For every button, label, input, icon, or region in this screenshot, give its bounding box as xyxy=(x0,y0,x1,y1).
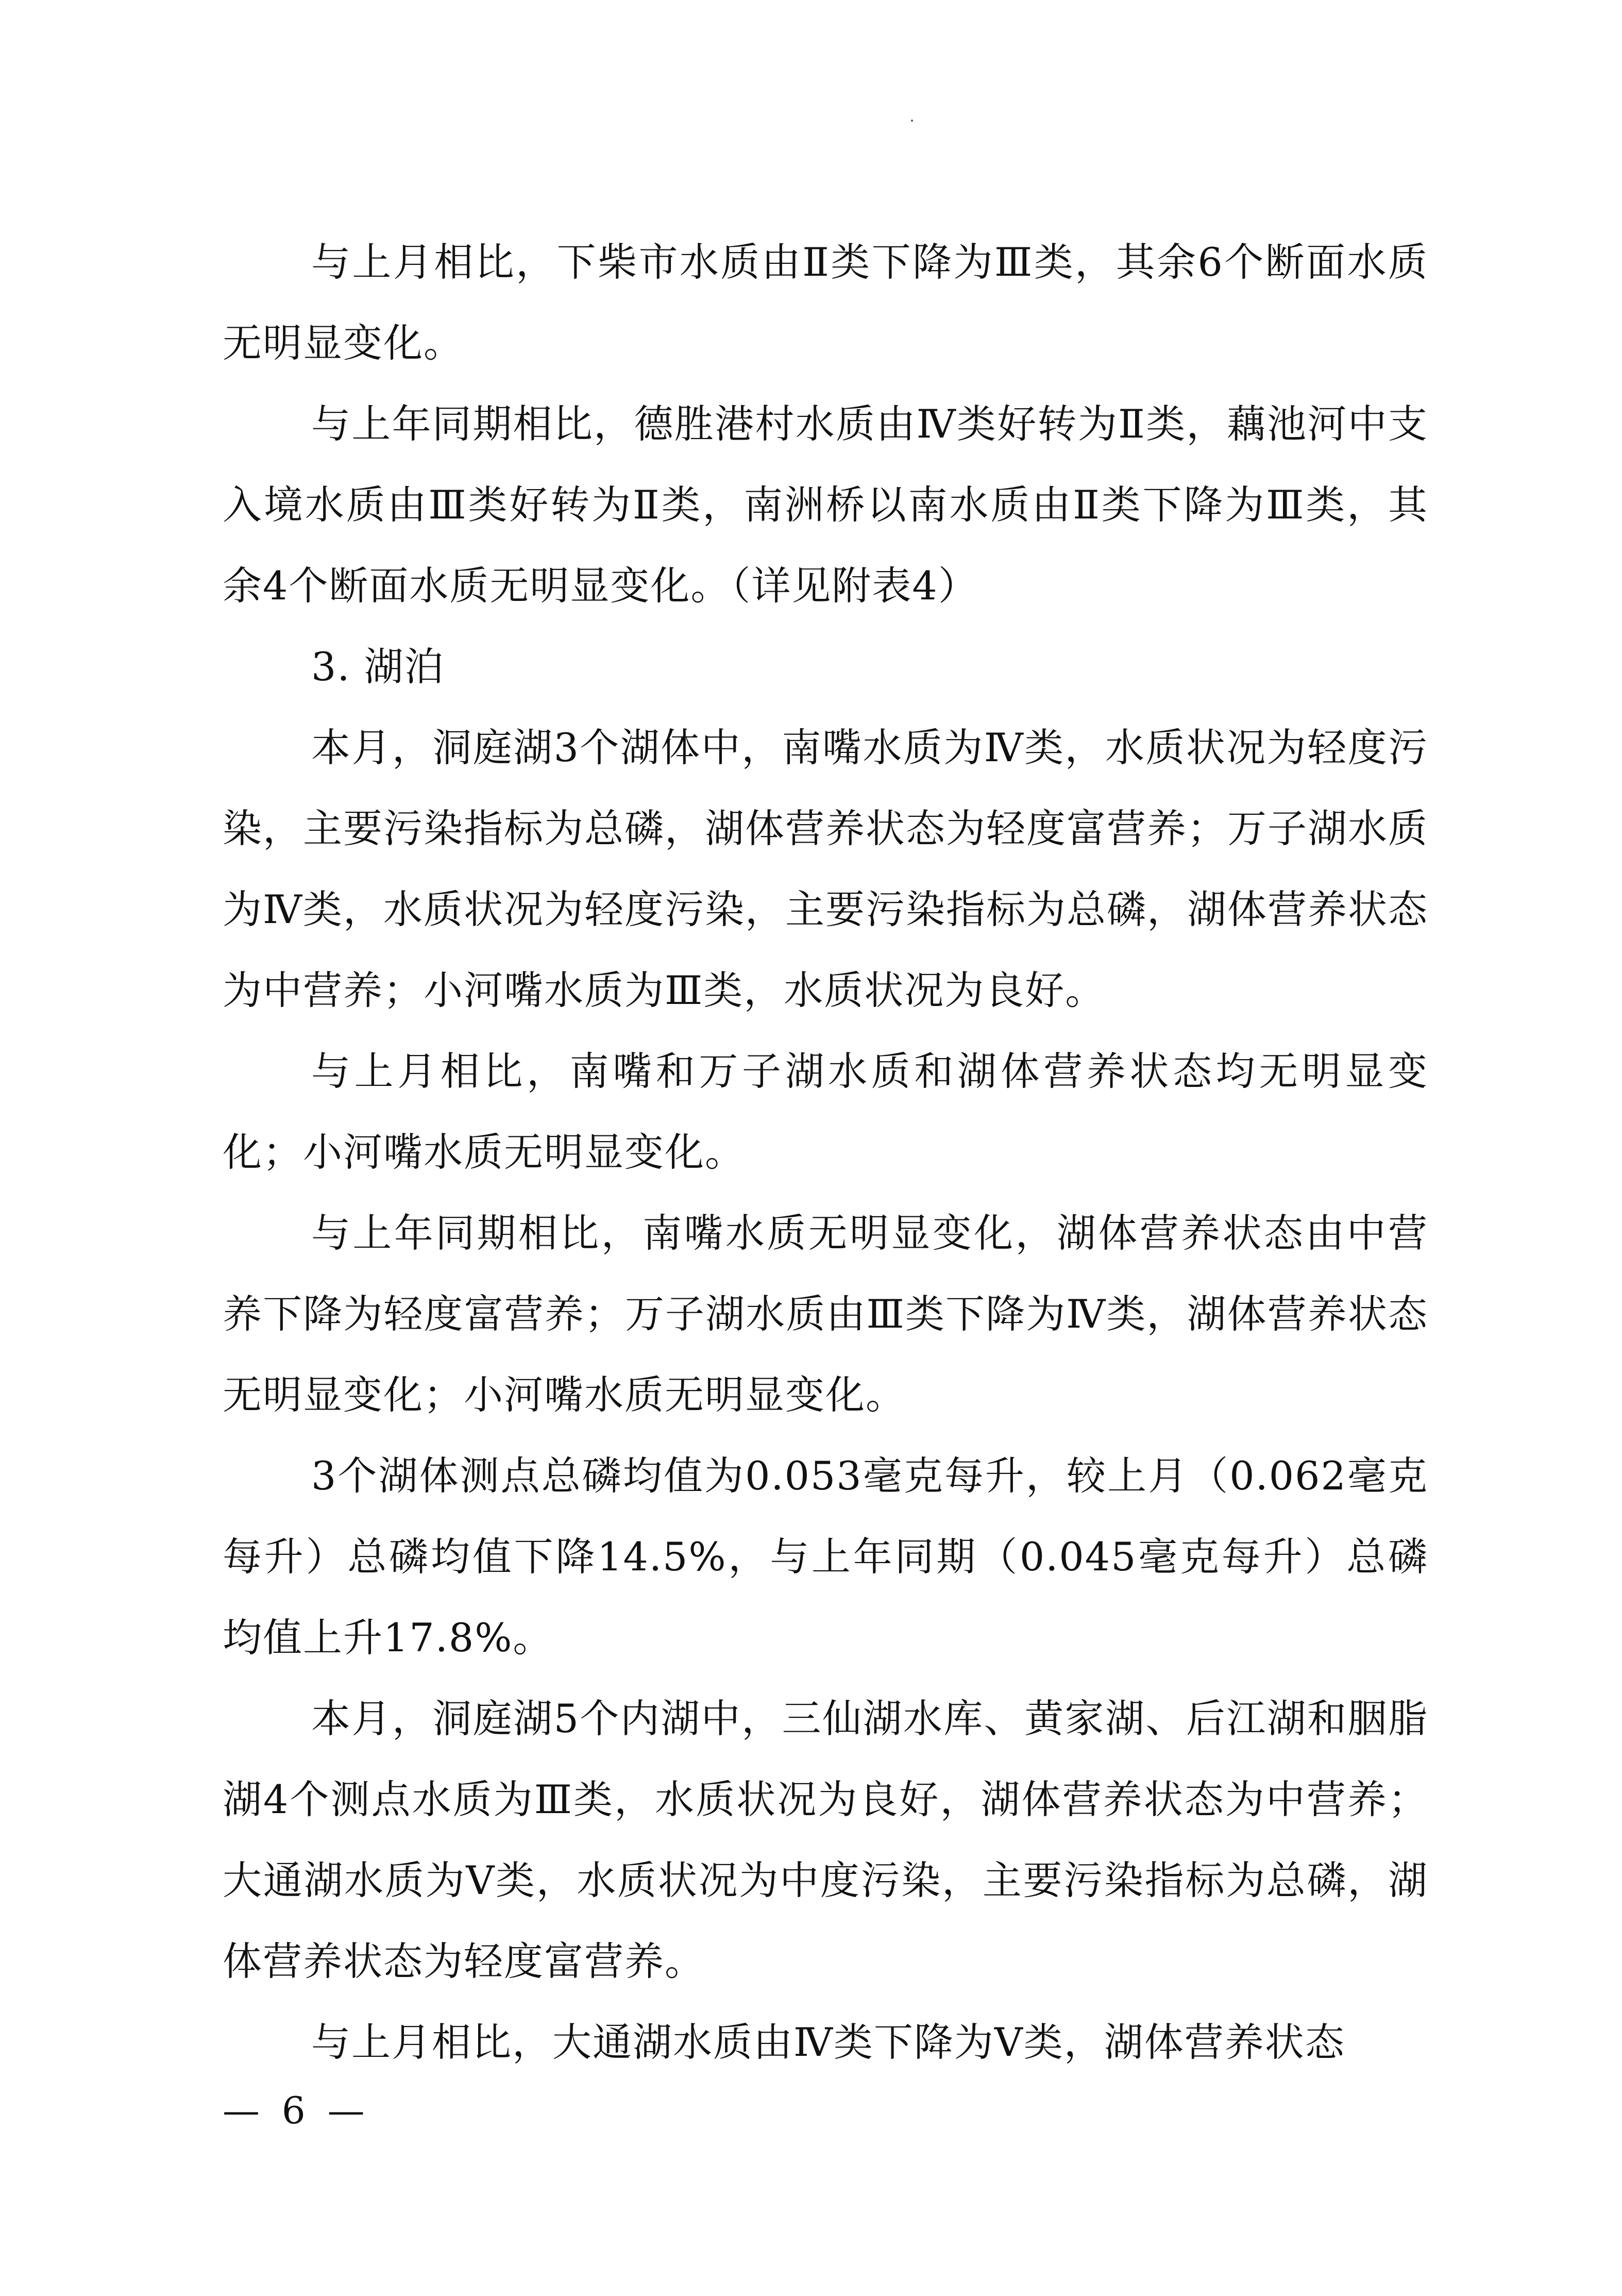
paragraph-lake-monthly-change: 与上月相比，南嘴和万子湖水质和湖体营养状态均无明显变化；小河嘴水质无明显变化。 xyxy=(223,1048,1428,1175)
document-body xyxy=(223,222,1428,2083)
section-heading-lakes: 3. 湖泊 xyxy=(311,644,445,690)
scan-speck xyxy=(911,120,913,122)
paragraph-river-yearly-change: 与上年同期相比，德胜港村水质由Ⅳ类好转为Ⅱ类，藕池河中支入境水质由Ⅲ类好转为Ⅱ类，南洲桥以南水质由Ⅱ类下降为Ⅲ类，其余4个断面水质无明显变化。（详见附表4） xyxy=(223,401,1428,609)
paragraph-lake-status: 本月，洞庭湖3个湖体中，南嘴水质为Ⅳ类，水质状况为轻度污染，主要污染指标为总磷，湖体营养状态为轻度富营养；万子湖水质为Ⅳ类，水质状况为轻度污染，主要污染指标为总磷，湖体营养状态为中营养；小河嘴水质为Ⅲ类，水质状况为良好。 xyxy=(223,725,1428,1013)
paragraph-inner-lakes-monthly-change: 与上月相比，大通湖水质由Ⅳ类下降为Ⅴ类，湖体营养状态 xyxy=(311,2019,1345,2065)
page-number: — 6 — xyxy=(223,2089,370,2132)
paragraph-river-monthly-change: 与上月相比，下柴市水质由Ⅱ类下降为Ⅲ类，其余6个断面水质无明显变化。 xyxy=(223,239,1428,366)
paragraph-inner-lakes-status: 本月，洞庭湖5个内湖中，三仙湖水库、黄家湖、后江湖和胭脂湖4个测点水质为Ⅲ类，水质状况为良好，湖体营养状态为中营养；大通湖水质为Ⅴ类，水质状况为中度污染，主要污染指标为总磷，湖体营养状态为轻度富营养。 xyxy=(223,1696,1428,1984)
paragraph-lake-yearly-change: 与上年同期相比，南嘴水质无明显变化，湖体营养状态由中营养下降为轻度富营养；万子湖水质由Ⅲ类下降为Ⅳ类，湖体营养状态无明显变化；小河嘴水质无明显变化。 xyxy=(223,1210,1428,1418)
paragraph-total-phosphorus: 3个湖体测点总磷均值为0.053毫克每升，较上月（0.062毫克每升）总磷均值下降14.5%，与上年同期（0.045毫克每升）总磷均值上升17.8%。 xyxy=(223,1453,1428,1661)
